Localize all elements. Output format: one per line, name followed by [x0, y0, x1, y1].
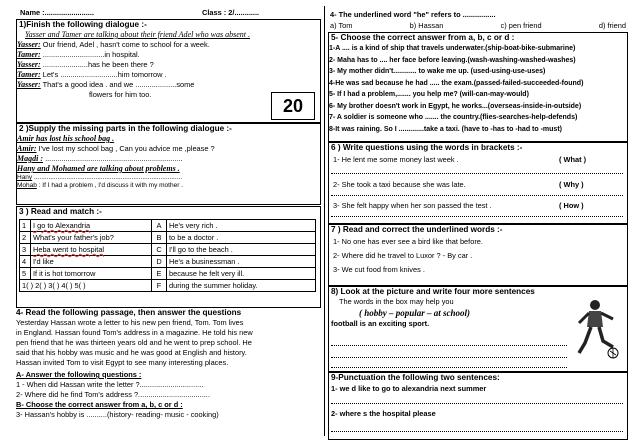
s2-line-2: Amir: I've lost my school bag , Can you advice me ,please ?	[17, 144, 215, 153]
choice-item: 4-He was sad because he had ..... the exam.(passed-failed-succeeded-found)	[329, 79, 584, 87]
passage-line: said that his hobby was music and he was good at English and history.	[16, 348, 247, 357]
s9-item-1: 1- we d like to go to alexandria next summer	[331, 384, 487, 393]
section-5-choose	[328, 32, 628, 142]
choice-item: 5- If I had a problem,....... you help me? (will-can-may-would)	[329, 91, 529, 98]
choice-item: 2- Maha has to .... her face before leaving.(wash-washing-washed-washes)	[329, 56, 576, 64]
dialogue-line-2: Tamer: ..............................in hospital.	[17, 50, 140, 59]
answer-line	[331, 216, 623, 217]
section-1-dialogue	[16, 19, 321, 123]
section-2-title: 2 )Supply the missing parts in the following dialogue :-	[19, 124, 232, 133]
section-7-title: 7 ) Read and correct the underlined words :-	[331, 225, 503, 234]
section-1-intro: Yasser and Tamer are talking about their friend Adel who was absent .	[25, 30, 250, 39]
s6-word-3: ( How )	[559, 201, 584, 210]
section-1-title: 1)Finish the following dialogue :-	[19, 20, 147, 29]
answer-line	[331, 367, 567, 368]
s2-line-4: Hany and Mohamed are talking about problems .	[17, 164, 180, 173]
option-a: a) Tom	[330, 21, 353, 30]
section-7-correct	[328, 224, 628, 286]
section-8-title: 8) Look at the picture and write four more sentences	[331, 287, 535, 296]
s6-word-1: ( What )	[559, 155, 587, 164]
passage-line: pen friend that he was thirteen years old and he went to prep school. He	[16, 338, 252, 347]
answer-line	[331, 403, 623, 404]
match-row: 1 I go to Alexandria A He's very rich .	[20, 220, 316, 232]
s6-word-2: ( Why )	[559, 180, 584, 189]
passage-line: in England. Hassan found Tom's address in a magazine. He told his new	[16, 328, 253, 337]
dialogue-line-6: flowers for him too.	[89, 90, 152, 99]
s2-line-3: Magdi : ...................................................................	[17, 154, 183, 163]
s7-item: 1- No one has ever see a bird like that before.	[333, 237, 483, 246]
s7-item: 2- Where did he travel to Luxor ? - By car .	[333, 251, 473, 260]
choice-item: 6- My brother doesn't work in Egypt, he works...(overseas-inside-in-outside)	[329, 102, 582, 110]
choice-item: 1-A .... is a kind of ship that travels underwater.(ship-boat-bike-submarine)	[329, 45, 576, 52]
section-3-title: 3 ) Read and match :-	[19, 207, 102, 216]
answer-line	[331, 173, 623, 174]
section-6-title: 6 ) Write questions using the words in brackets :-	[331, 143, 523, 152]
section-4-title: 4- Read the following passage, then answer the questions	[16, 308, 242, 317]
match-row: 3 Heba went to hospital C I'll go to the beach .	[20, 244, 316, 256]
s2-line-1: Amir has lost his school bag .	[17, 134, 115, 143]
question-2: 2- Where did he find Tom's address ?...................................	[16, 390, 210, 399]
start-sentence: football is an exciting sport.	[331, 319, 430, 328]
option-d: d) friend	[598, 21, 626, 30]
choice-item: 8-It was raining. So I .............take a taxi. (have to -has to -had to -must)	[329, 125, 562, 133]
dialogue-line-3: Yasser: ......................has he been there ?	[17, 60, 154, 69]
s6-item-3: 3- She felt happy when her son passed the test .	[333, 201, 492, 210]
section-9-punctuation	[328, 372, 628, 440]
match-row: 1( ) 2( ) 3( ) 4( ) 5( ) F during the summer holiday.	[20, 280, 316, 292]
dialogue-line-4: Tamer: Let's ............................him tomorrow .	[17, 70, 167, 79]
choice-item: 3- My mother didn't............ to wake me up. (used-using-use-uses)	[329, 68, 546, 75]
s2-line-5: Hany ..................................................................................	[17, 174, 183, 181]
option-b: b) Hassan	[409, 21, 444, 30]
column-divider	[324, 6, 325, 436]
score-box: 20	[271, 92, 315, 120]
name-field: Name :........................	[20, 8, 94, 17]
class-field: Class : 2/............	[202, 8, 260, 17]
question-3: 3- Hassan's hobby is ..........(history- reading- music - cooking)	[16, 410, 219, 419]
option-c: c) pen friend	[500, 21, 542, 30]
question-1: 1 - When did Hassan write the letter ?...............................	[16, 380, 204, 389]
s6-item-1: 1- He lent me some money last week .	[333, 155, 459, 164]
s9-item-2: 2- where s the hospital please	[331, 409, 436, 418]
section-3-match	[16, 206, 321, 308]
answer-line	[331, 345, 567, 346]
passage-line: Yesterday Hassan wrote a letter to his new pen friend, Tom. Tom lives	[16, 318, 244, 327]
s2-line-6: Mohab : If I had a problem , I'd discuss it with my mother .	[17, 182, 183, 189]
dialogue-line-1: Yasser: Our friend, Adel , hasn't come to school for a week.	[17, 40, 210, 49]
section-4-passage	[16, 308, 321, 440]
r4-question: 4- The underlined word "he" refers to ................	[330, 10, 496, 19]
word-box: ( hobby – popular – at school)	[359, 308, 471, 318]
section-2-missing-parts	[16, 123, 321, 205]
dialogue-line-5: Yasser: That's a good idea . and we ....................some	[17, 80, 195, 89]
part-a-title: A- Answer the following questions :	[16, 370, 142, 379]
help-text: The words in the box may help you	[339, 297, 454, 306]
section-5-title: 5- Choose the correct answer from a, b, c or d :	[331, 33, 515, 42]
choice-item: 7- A soldier is someone who ....... the country.(flies-searches-help-defends)	[329, 114, 578, 121]
match-table	[19, 219, 316, 292]
answer-line	[331, 195, 623, 196]
match-row: 4 I'd like D He's a businessman .	[20, 256, 316, 268]
passage-line: Hassan invited Tom to visit Egypt to see many interesting places.	[16, 358, 229, 367]
section-6-questions	[328, 142, 628, 224]
football-player-picture	[569, 297, 621, 359]
answer-line	[331, 357, 567, 358]
s7-item: 3- We cut food from knives .	[333, 265, 425, 274]
section-9-title: 9-Punctuation the following two sentences:	[331, 373, 500, 382]
match-row: 2 What's your father's job? B to be a doctor .	[20, 232, 316, 244]
match-row: 5 If it is hot tomorrow E because he felt very ill.	[20, 268, 316, 280]
s6-item-2: 2- She took a taxi because she was late.	[333, 180, 466, 189]
part-b-title: B- Choose the correct answer from a, b, c or d :	[16, 400, 183, 409]
section-8-picture	[328, 286, 628, 372]
r4-options	[330, 21, 626, 31]
answer-line	[331, 431, 623, 432]
